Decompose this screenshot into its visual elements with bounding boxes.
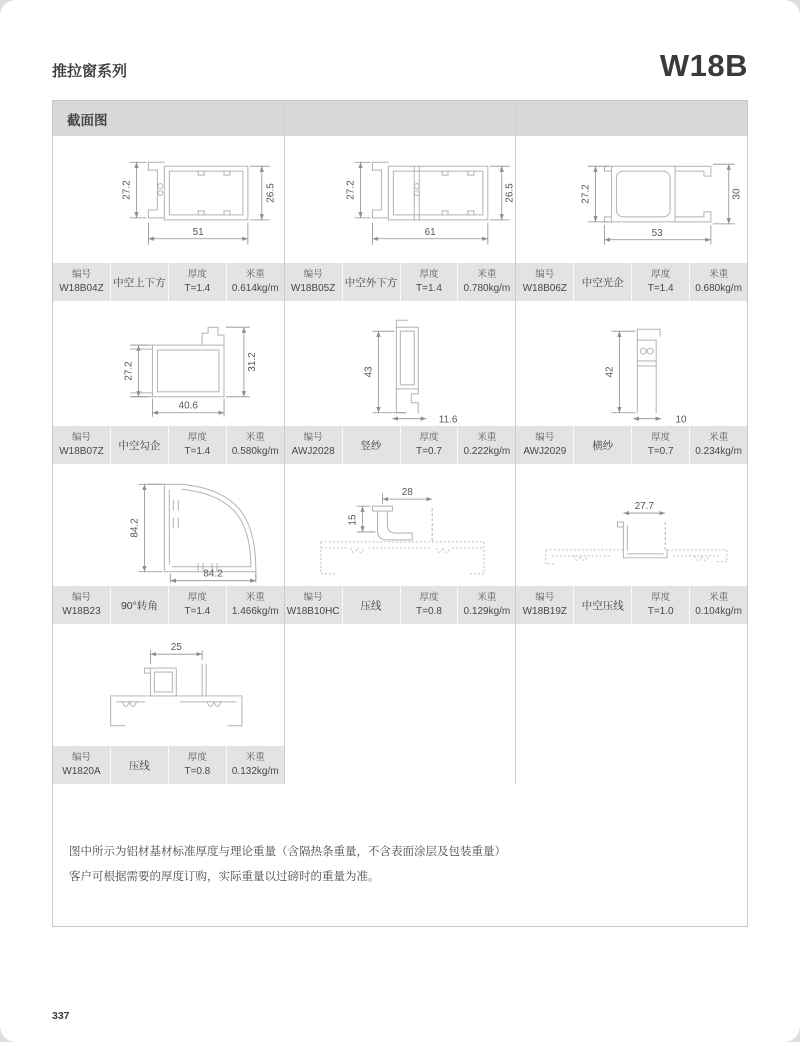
spec-cell-awj2029: [516, 426, 747, 464]
profile-thickness: T=0.8: [416, 606, 442, 618]
notes-line-2: 客户可根据需要的厚度订购，实际重量以过磅时的重量为准。: [69, 870, 380, 883]
profile-thickness: T=1.4: [416, 283, 442, 295]
profile-name: 竖纱: [360, 439, 382, 452]
spec-weight-label: 米重: [245, 751, 265, 763]
spec-cell-empty: [285, 746, 517, 784]
spec-thickness-label: 厚度: [419, 591, 439, 603]
profile-drawing-w18b23: [53, 464, 284, 586]
profile-drawing-w18b06z: [516, 136, 747, 263]
spec-thickness-label: 厚度: [187, 591, 207, 603]
spec-weight-label: 米重: [709, 591, 729, 603]
profile-name: 90°转角: [120, 599, 158, 612]
drawing-cell-w18b19z: [516, 464, 747, 586]
dim-label: 40.6: [178, 400, 198, 412]
spec-code-label: 编号: [303, 431, 323, 443]
spec-cell-w18b07z: [53, 426, 285, 464]
drawing-cell-w18b07z: [53, 301, 285, 426]
profile-drawing-w18b07z: [53, 301, 284, 426]
page-header: [52, 48, 748, 84]
spec-code-label: 编号: [71, 268, 91, 280]
profile-name: 中空压线: [581, 599, 624, 612]
drawing-row-4: [53, 624, 747, 746]
spec-cell-w18b10hc: [285, 586, 517, 624]
profile-thickness: T=0.7: [416, 446, 442, 458]
profile-code: W18B07Z: [59, 446, 104, 458]
drawing-row-1: [53, 136, 747, 263]
spec-cell-w18b05z: [285, 263, 517, 301]
spec-code-label: 编号: [535, 591, 555, 603]
dim-label: 15: [347, 514, 359, 526]
spec-strip: [516, 426, 747, 464]
drawing-cell-awj2028: [285, 301, 517, 426]
dim-label: 11.6: [438, 414, 458, 426]
section-table: [52, 100, 748, 927]
profile-weight: 0.780kg/m: [463, 283, 511, 295]
spec-strip: [53, 746, 284, 784]
profile-code: W18B05Z: [290, 283, 336, 295]
profile-name: 中空外下方: [344, 276, 398, 289]
drawing-cell-w18b05z: [285, 136, 517, 263]
notes-area: [53, 784, 747, 926]
drawing-cell-empty: [285, 624, 517, 746]
dim-label: 26.5: [265, 183, 277, 203]
spec-code-label: 编号: [71, 751, 91, 763]
dim-label: 31.2: [246, 352, 258, 372]
spec-cell-w18b04z: [53, 263, 285, 301]
section-diagram-title: 截面图: [67, 112, 108, 128]
notes-line-1: 图中所示为铝材基材标准厚度与理论重量（含隔热条重量，不含表面涂层及包装重量）: [69, 846, 506, 858]
dim-label: 30: [732, 188, 744, 200]
spec-thickness-label: 厚度: [187, 431, 207, 443]
profile-code: AWJ2029: [523, 446, 567, 458]
spec-strip: [285, 586, 516, 624]
profile-drawing-w18b04z: [53, 136, 284, 263]
profile-weight: 1.466kg/m: [231, 606, 279, 618]
dim-label: 27.7: [634, 501, 655, 513]
spec-strip: [516, 586, 747, 624]
profile-name: 压线: [360, 599, 382, 612]
spec-strip: [53, 263, 284, 301]
profile-thickness: T=1.0: [647, 606, 674, 618]
profile-name: 压线: [128, 759, 150, 772]
dim-label: 43: [363, 366, 375, 378]
dim-label: 28: [401, 487, 413, 499]
dim-label: 27.2: [121, 180, 133, 200]
spec-weight-label: 米重: [477, 591, 497, 603]
table-header-cell: [516, 101, 747, 136]
profile-code: W1820A: [62, 766, 101, 778]
spec-cell-w18b06z: [516, 263, 747, 301]
dim-label: 26.5: [504, 183, 516, 203]
dim-label: 61: [424, 226, 436, 238]
spec-code-label: 编号: [303, 591, 323, 603]
drawing-cell-empty: [516, 624, 747, 746]
spec-cell-w1820a: [53, 746, 285, 784]
dim-label: 27.2: [123, 361, 135, 381]
dim-label: 53: [651, 227, 664, 239]
spec-weight-label: 米重: [477, 268, 497, 280]
spec-strip: [53, 586, 284, 624]
page-number: 337: [52, 1010, 70, 1022]
profile-code: W18B10HC: [286, 606, 340, 618]
table-header-cell: [53, 101, 285, 136]
spec-row-3: [53, 586, 747, 624]
drawing-cell-w1820a: [53, 624, 285, 746]
drawing-cell-w18b10hc: [285, 464, 517, 586]
spec-thickness-label: 厚度: [651, 591, 671, 603]
dim-label: 84.2: [129, 518, 141, 538]
dim-label: 51: [192, 226, 204, 238]
spec-strip: [285, 426, 516, 464]
spec-code-label: 编号: [535, 431, 555, 443]
profile-name: 中空光企: [581, 276, 624, 289]
spec-weight-label: 米重: [245, 591, 265, 603]
spec-strip: [516, 263, 747, 301]
spec-thickness-label: 厚度: [187, 751, 207, 763]
spec-strip: [285, 263, 516, 301]
spec-strip: [53, 426, 284, 464]
drawing-cell-w18b23: [53, 464, 285, 586]
spec-code-label: 编号: [71, 431, 91, 443]
profile-name: 中空上下方: [113, 276, 166, 289]
profile-code: AWJ2028: [291, 446, 335, 458]
spec-thickness-label: 厚度: [187, 268, 207, 280]
drawing-cell-awj2029: [516, 301, 747, 426]
profile-thickness: T=0.7: [647, 446, 674, 458]
profile-weight: 0.614kg/m: [231, 283, 279, 295]
spec-weight-label: 米重: [245, 268, 265, 280]
drawing-cell-w18b06z: [516, 136, 747, 263]
profile-thickness: T=1.4: [184, 606, 211, 618]
spec-cell-awj2028: [285, 426, 517, 464]
spec-code-label: 编号: [71, 591, 91, 603]
dim-label: 25: [170, 642, 182, 654]
dim-label: 10: [675, 414, 687, 426]
profile-code: W18B06Z: [522, 283, 568, 295]
model-code: W18B: [659, 48, 748, 83]
spec-weight-label: 米重: [709, 268, 729, 280]
drawing-row-3: [53, 464, 747, 586]
spec-row-2: [53, 426, 747, 464]
profile-weight: 0.104kg/m: [695, 606, 742, 618]
profile-weight: 0.132kg/m: [231, 766, 279, 778]
dim-label: 27.2: [345, 180, 357, 200]
spec-thickness-label: 厚度: [419, 431, 439, 443]
series-title: 推拉窗系列: [52, 63, 128, 80]
spec-thickness-label: 厚度: [651, 268, 671, 280]
spec-weight-label: 米重: [477, 431, 497, 443]
spec-code-label: 编号: [535, 268, 555, 280]
profile-drawing-awj2029: [516, 301, 747, 426]
dim-label: 42: [604, 366, 616, 378]
spec-row-4: [53, 746, 747, 784]
profile-weight: 0.680kg/m: [695, 283, 742, 295]
profile-drawing-awj2028: [285, 301, 516, 426]
spec-weight-label: 米重: [709, 431, 729, 443]
profile-name: 横纱: [592, 439, 614, 452]
drawing-cell-w18b04z: [53, 136, 285, 263]
profile-weight: 0.222kg/m: [463, 446, 511, 458]
profile-code: W18B19Z: [522, 606, 568, 618]
spec-row-1: [53, 263, 747, 301]
profile-name: 中空勾企: [118, 439, 161, 452]
table-header-cell: [285, 101, 517, 136]
profile-thickness: T=0.8: [184, 766, 211, 778]
drawing-row-2: [53, 301, 747, 426]
dim-label: 84.2: [203, 568, 223, 580]
profile-weight: 0.129kg/m: [463, 606, 511, 618]
spec-thickness-label: 厚度: [651, 431, 671, 443]
profile-code: W18B23: [62, 606, 101, 618]
profile-thickness: T=1.4: [647, 283, 674, 295]
profile-code: W18B04Z: [59, 283, 104, 295]
spec-weight-label: 米重: [245, 431, 265, 443]
spec-cell-w18b23: [53, 586, 285, 624]
profile-weight: 0.580kg/m: [231, 446, 279, 458]
dim-label: 27.2: [580, 184, 592, 204]
profile-drawing-w18b05z: [285, 136, 516, 263]
profile-drawing-w18b19z: [516, 464, 747, 586]
profile-thickness: T=1.4: [184, 446, 211, 458]
profile-drawing-w18b10hc: [285, 464, 516, 586]
spec-cell-w18b19z: [516, 586, 747, 624]
profile-thickness: T=1.4: [184, 283, 211, 295]
table-header-row: [53, 101, 747, 136]
profile-weight: 0.234kg/m: [695, 446, 742, 458]
profile-drawing-w1820a: [53, 624, 284, 746]
spec-thickness-label: 厚度: [419, 268, 439, 280]
spec-cell-empty: [516, 746, 747, 784]
spec-code-label: 编号: [303, 268, 323, 280]
